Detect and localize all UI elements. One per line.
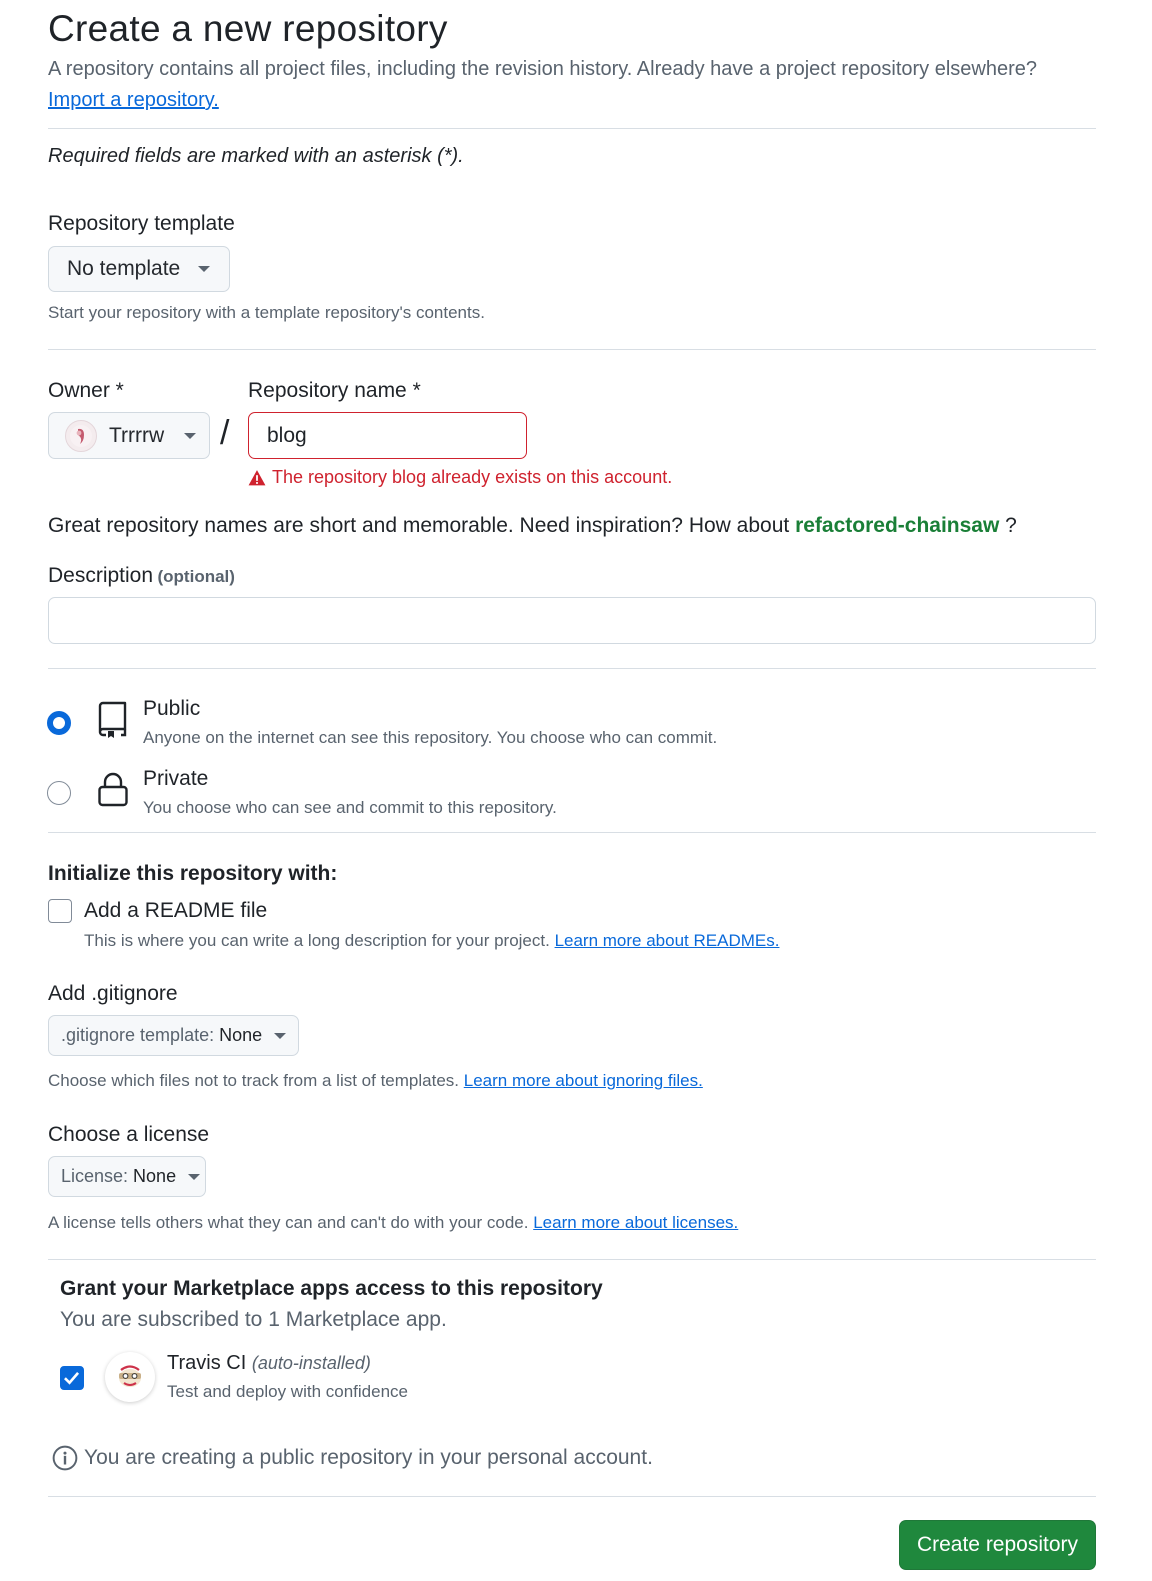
template-hint: Start your repository with a template repository's contents.	[48, 303, 485, 322]
info-icon	[52, 1445, 78, 1471]
readme-checkbox[interactable]	[48, 899, 72, 923]
app-tag: (auto-installed)	[251, 1353, 371, 1373]
owner-select-button[interactable]	[48, 412, 210, 459]
triangle-down-icon	[274, 1033, 286, 1039]
repo-name-label: Repository name *	[248, 379, 421, 402]
suggestion-suffix: ?	[1005, 514, 1017, 537]
import-repository-link[interactable]: Import a repository.	[48, 89, 219, 111]
divider	[48, 128, 1096, 129]
owner-label: Owner *	[48, 379, 124, 402]
initialize-heading: Initialize this repository with:	[48, 862, 338, 885]
lock-icon	[97, 772, 129, 808]
gitignore-learn-more-link[interactable]: Learn more about ignoring files.	[463, 1071, 703, 1090]
owner-repo-separator: /	[220, 414, 230, 452]
checkmark-icon	[61, 1367, 82, 1388]
divider	[48, 668, 1096, 669]
license-select-button[interactable]	[48, 1156, 206, 1197]
avatar-icon	[65, 420, 97, 452]
travis-ci-title	[167, 1352, 371, 1375]
app-description: Test and deploy with confidence	[167, 1382, 408, 1401]
template-selected: No template	[67, 257, 181, 280]
gitignore-hint: Choose which files not to track from a list of templates.	[48, 1071, 460, 1090]
create-repository-button[interactable]: Create repository	[899, 1520, 1096, 1570]
repo-name-input[interactable]	[248, 412, 527, 459]
gitignore-hint-row	[48, 1071, 703, 1091]
owner-selected: Trrrrw	[109, 423, 165, 447]
description-input[interactable]	[48, 597, 1096, 644]
public-label: Public	[143, 697, 201, 720]
private-radio[interactable]	[47, 781, 71, 805]
divider	[48, 832, 1096, 833]
template-select-button[interactable]	[48, 246, 230, 292]
triangle-down-icon	[188, 1174, 200, 1180]
readme-hint-row	[84, 931, 779, 951]
readme-learn-more-link[interactable]: Learn more about READMEs.	[554, 931, 780, 950]
license-hint: A license tells others what they can and can't do with your code.	[48, 1213, 529, 1232]
divider	[48, 1259, 1096, 1260]
info-note-text: You are creating a public repository in your personal account.	[84, 1446, 653, 1469]
license-label: Choose a license	[48, 1123, 210, 1146]
public-radio[interactable]	[47, 711, 71, 735]
private-hint: You choose who can see and commit to this repository.	[143, 798, 557, 817]
triangle-down-icon	[184, 433, 196, 439]
template-label: Repository template	[48, 212, 235, 235]
travis-ci-checkbox[interactable]	[60, 1366, 84, 1390]
gitignore-prefix: .gitignore template:	[61, 1025, 215, 1045]
description-label-row	[48, 564, 235, 588]
suggestion-text: Great repository names are short and memorable. Need inspiration? How about	[48, 514, 790, 537]
alert-icon	[248, 469, 266, 487]
license-learn-more-link[interactable]: Learn more about licenses.	[533, 1213, 739, 1232]
gitignore-value: None	[219, 1025, 263, 1045]
repo-icon	[97, 701, 129, 739]
required-fields-note: Required fields are marked with an asterisk (*).	[48, 145, 464, 167]
divider	[48, 349, 1096, 350]
readme-label: Add a README file	[84, 899, 268, 922]
page-title: Create a new repository	[48, 8, 448, 49]
description-label: Description	[48, 564, 154, 587]
license-prefix: License:	[61, 1166, 129, 1186]
triangle-down-icon	[198, 266, 210, 272]
gitignore-label: Add .gitignore	[48, 982, 178, 1005]
gitignore-select-button[interactable]	[48, 1015, 299, 1056]
public-hint: Anyone on the internet can see this repository. You choose who can commit.	[143, 728, 718, 747]
suggested-name-link[interactable]: refactored-chainsaw	[795, 514, 1000, 537]
readme-hint: This is where you can write a long description for your project.	[84, 931, 550, 950]
marketplace-heading: Grant your Marketplace apps access to this repository	[60, 1277, 603, 1300]
private-label: Private	[143, 767, 209, 790]
marketplace-subheading: You are subscribed to 1 Marketplace app.	[60, 1308, 447, 1331]
app-name: Travis CI	[167, 1352, 247, 1374]
description-optional: (optional)	[157, 567, 235, 586]
license-hint-row	[48, 1213, 738, 1233]
page-description: A repository contains all project files, including the revision history. Already have a project repository elsewhere?	[48, 58, 1038, 80]
repo-name-error-text: The repository blog already exists on this account.	[272, 467, 673, 487]
name-suggestion	[48, 514, 1017, 538]
travis-ci-logo-icon	[105, 1352, 155, 1402]
license-value: None	[133, 1166, 177, 1186]
repo-name-error	[248, 467, 672, 488]
info-note	[52, 1445, 653, 1471]
divider	[48, 1496, 1096, 1497]
